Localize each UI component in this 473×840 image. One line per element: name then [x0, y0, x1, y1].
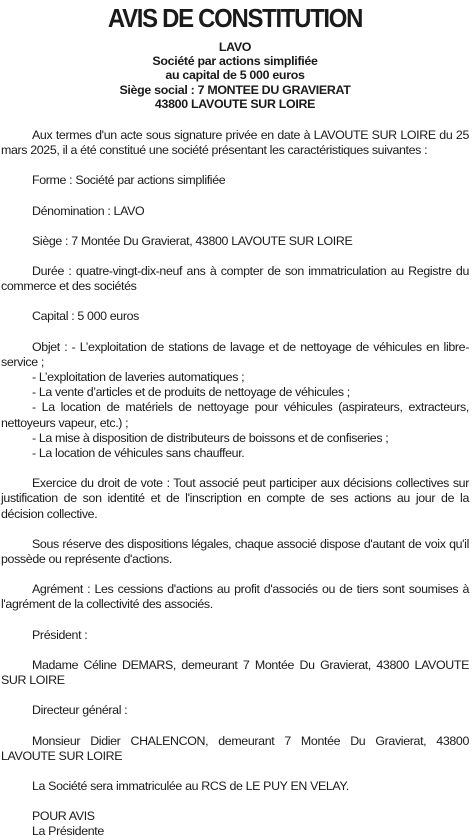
list-item: - La location de véhicules sans chauffeur.: [32, 446, 245, 461]
vote-paragraph: Exercice du droit de vote : Tout associé peut participer aux décisions collectives sur justification de son identité et de l'inscription en compte de ses actions au jour de la décision collective.: [1, 476, 469, 521]
forme-paragraph: Forme : Société par actions simplifiée: [32, 173, 226, 188]
intro-paragraph: Aux termes d'un acte sous signature privée en date à LAVOUTE SUR LOIRE du 25 mars 2025, il a été constitué une société présentant les caractéristiques suivantes :: [1, 128, 469, 158]
company-seat: Siège social : 7 MONTEE DU GRAVIERAT: [119, 82, 351, 97]
signature-line: POUR AVIS: [32, 809, 95, 824]
dg-label: Directeur général :: [32, 703, 128, 718]
dg-paragraph: Monsieur Didier CHALENCON, demeurant 7 Montée Du Gravierat, 43800 LAVOUTE SUR LOIRE: [1, 733, 469, 763]
agrement-paragraph: Agrément : Les cessions d'actions au profit d'associés ou de tiers sont soumises à l'agrément de la collectivité des associés.: [1, 582, 469, 612]
siege-paragraph: Siège : 7 Montée Du Gravierat, 43800 LAVOUTE SUR LOIRE: [32, 233, 353, 248]
president-label: Président :: [32, 627, 88, 642]
capital-paragraph: Capital : 5 000 euros: [32, 309, 139, 324]
rcs-paragraph: La Société sera immatriculée au RCS de LE PUY EN VELAY.: [32, 778, 349, 793]
denomination-paragraph: Dénomination : LAVO: [32, 203, 145, 218]
company-capital: au capital de 5 000 euros: [165, 68, 305, 83]
objet-paragraph: Objet : - L’exploitation de stations de lavage et de nettoyage de véhicules en libre-service ;: [1, 339, 469, 369]
company-form: Société par actions simplifiée: [152, 54, 318, 69]
objet-list: [1, 370, 469, 461]
president-paragraph: Madame Céline DEMARS, demeurant 7 Montée Du Gravierat, 43800 LAVOUTE SUR LOIRE: [1, 657, 469, 688]
company-header: [1, 40, 469, 111]
list-item: - La location de matériels de nettoyage pour véhicules (aspirateurs, extracteurs, nettoyeurs vapeur, etc.) ;: [1, 400, 469, 430]
company-city: 43800 LAVOUTE SUR LOIRE: [154, 96, 316, 111]
signature-title: La Présidente: [32, 824, 104, 839]
notice-title: AVIS DE CONSTITUTION: [107, 3, 363, 33]
duree-paragraph: Durée : quatre-vingt-dix-neuf ans à compter de son immatriculation au Registre du commerce et des sociétés: [1, 264, 469, 294]
list-item: - L’exploitation de laveries automatiques ;: [32, 370, 245, 385]
company-name: LAVO: [218, 40, 252, 54]
list-item: - La mise à disposition de distributeurs de boissons et de confiseries ;: [32, 430, 389, 445]
reserve-paragraph: Sous réserve des dispositions légales, chaque associé dispose d'autant de voix qu'il possède ou représente d'actions.: [1, 536, 469, 567]
list-item: - La vente d’articles et de produits de nettoyage de véhicules ;: [32, 385, 350, 400]
